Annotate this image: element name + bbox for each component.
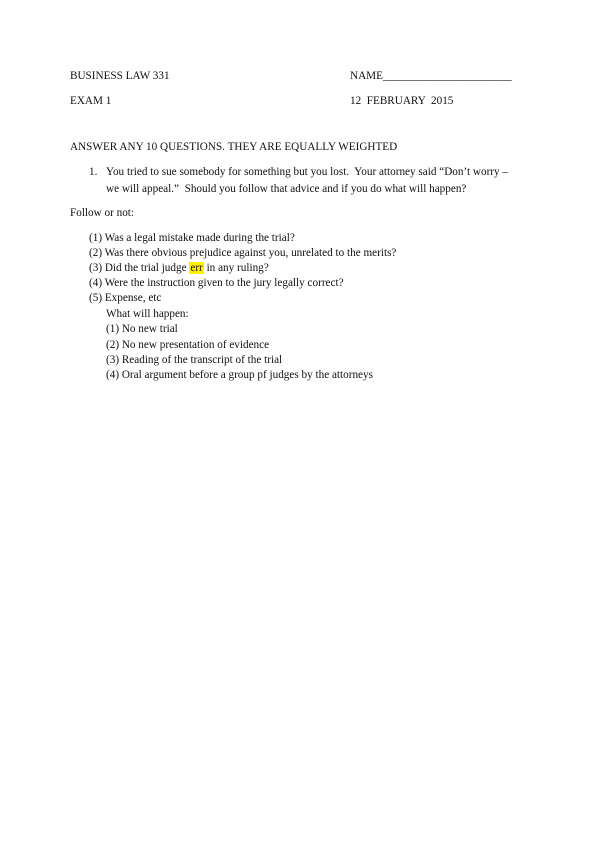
question-line-2: we will appeal.” Should you follow that advice and if you do what will happen? <box>106 183 467 195</box>
list-item: (3) Reading of the transcript of the trial <box>106 354 283 366</box>
highlighted-word: err <box>190 262 203 274</box>
follow-label: Follow or not: <box>70 207 135 219</box>
name-blank: _______________________ <box>382 70 512 82</box>
list-item: (4) Oral argument before a group pf judges by the attorneys <box>106 369 373 381</box>
list-item-text: in any ruling? <box>203 262 269 274</box>
course-title: BUSINESS LAW 331 <box>70 70 170 82</box>
list-item-text: (3) Did the trial judge <box>89 262 190 274</box>
question-number: 1. <box>89 166 98 178</box>
exam-date: 12 FEBRUARY 2015 <box>350 95 454 107</box>
name-label: NAME <box>350 70 383 82</box>
list-item: (5) Expense, etc <box>89 292 162 304</box>
list-item: (1) No new trial <box>106 323 178 335</box>
what-label: What will happen: <box>106 308 189 320</box>
list-item <box>89 263 269 274</box>
list-item: (4) Were the instruction given to the jury legally correct? <box>89 277 344 289</box>
list-item: (2) Was there obvious prejudice against you, unrelated to the merits? <box>89 247 397 259</box>
list-item: (1) Was a legal mistake made during the trial? <box>89 232 295 244</box>
list-item: (2) No new presentation of evidence <box>106 339 270 351</box>
exam-number: EXAM 1 <box>70 95 112 107</box>
question-line-1: You tried to sue somebody for something but you lost. Your attorney said “Don’t worry – <box>106 166 509 178</box>
name-field <box>350 71 512 82</box>
instructions: ANSWER ANY 10 QUESTIONS. THEY ARE EQUALLY WEIGHTED <box>70 141 398 153</box>
